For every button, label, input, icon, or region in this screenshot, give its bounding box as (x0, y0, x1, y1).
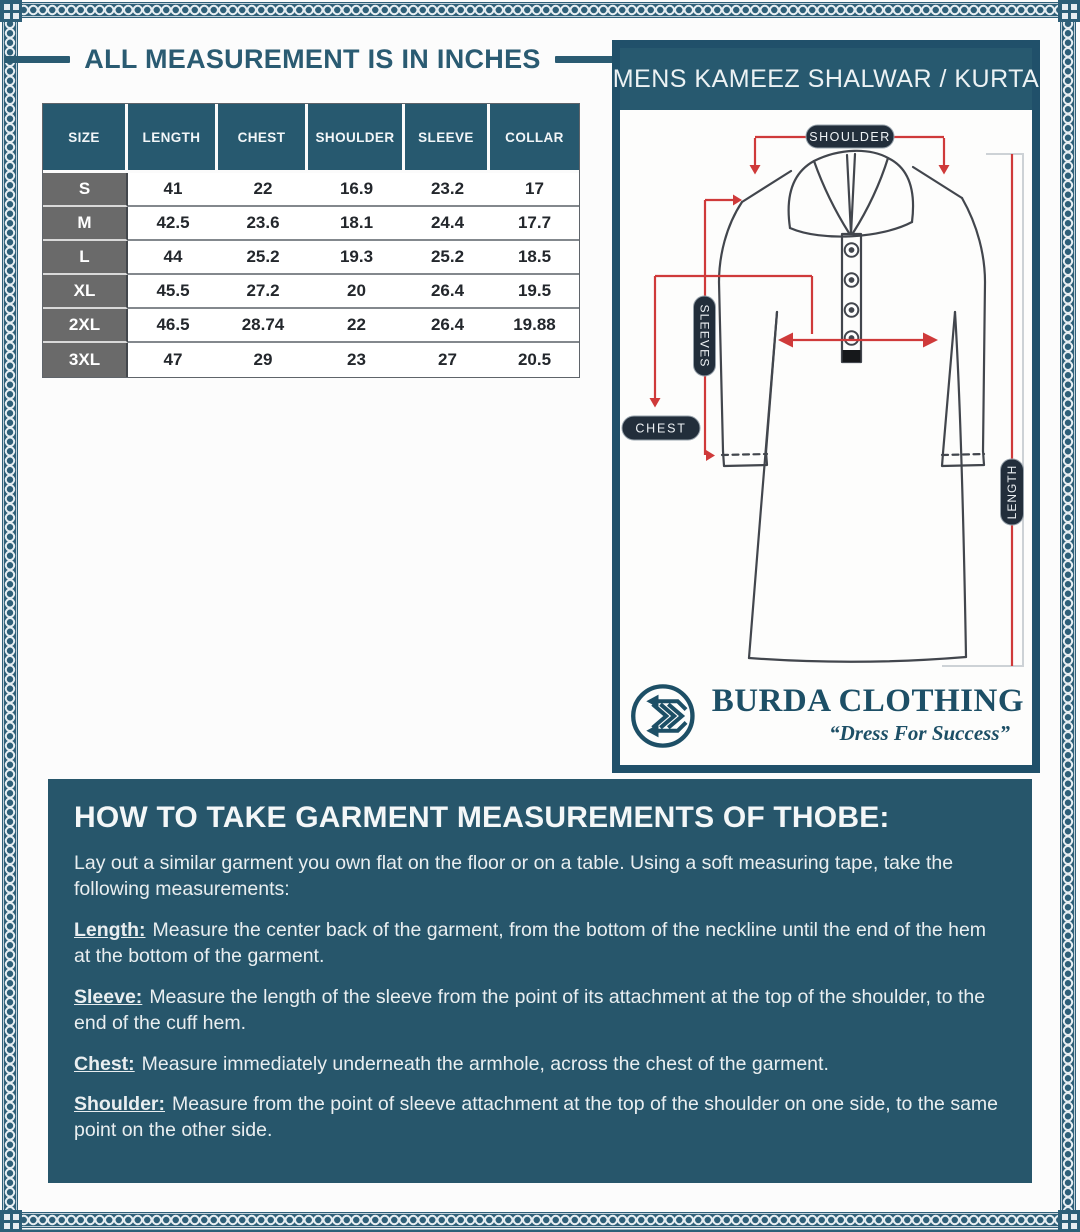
instruction-item-chest (74, 1052, 1006, 1078)
size-cell: S (43, 173, 128, 207)
value-cell: 18.5 (490, 241, 579, 275)
border-bottom-chain (0, 1212, 1080, 1232)
value-cell: 23.6 (218, 207, 308, 241)
placket-buttons (843, 243, 861, 362)
kurta-outline (719, 151, 985, 662)
instruction-item-length (74, 918, 1006, 970)
value-cell: 17 (490, 173, 579, 207)
corner-ornament-top-right (1058, 0, 1080, 22)
instruction-text: Measure the length of the sleeve from the point of its attachment at the top of the shoulder, to the end of the cuff hem. (74, 985, 986, 1034)
kurta-diagram-card (612, 40, 1040, 773)
corner-ornament-bottom-left (0, 1210, 22, 1232)
brand-name: BURDA CLOTHING (711, 683, 1024, 719)
instruction-term: Shoulder: (74, 1093, 165, 1116)
border-left-chain (2, 0, 18, 1232)
value-cell: 42.5 (128, 207, 218, 241)
brand-tagline: “Dress For Success” (829, 721, 1010, 745)
value-cell: 23.2 (405, 173, 490, 207)
value-cell: 45.5 (128, 275, 218, 309)
value-cell: 16.9 (308, 173, 405, 207)
table-header-length: LENGTH (128, 104, 218, 173)
border-right-chain (1060, 0, 1076, 1232)
instruction-term: Sleeve: (74, 985, 143, 1008)
value-cell: 20 (308, 275, 405, 309)
corner-ornament-top-left (0, 0, 22, 22)
instructions-panel (48, 779, 1032, 1183)
value-cell: 25.2 (405, 241, 490, 275)
size-cell: XL (43, 275, 128, 309)
value-cell: 22 (218, 173, 308, 207)
value-cell: 26.4 (405, 275, 490, 309)
border-top-chain (0, 2, 1080, 18)
instruction-term: Chest: (74, 1052, 135, 1075)
instruction-item-shoulder (74, 1092, 1006, 1144)
kurta-measurement-diagram (620, 110, 1032, 668)
value-cell: 17.7 (490, 207, 579, 241)
instruction-text: Measure the center back of the garment, from the bottom of the neckline until the end of the hem at the bottom of the garment. (74, 918, 987, 967)
note-dash-right (555, 56, 621, 63)
instructions-title: HOW TO TAKE GARMENT MEASUREMENTS OF THOBE: (74, 801, 890, 834)
value-cell: 19.3 (308, 241, 405, 275)
shoulder-label-pill: SHOULDER (809, 130, 891, 144)
value-cell: 20.5 (490, 343, 579, 377)
instruction-item-sleeve (74, 985, 1006, 1037)
table-header-shoulder: SHOULDER (308, 104, 405, 173)
value-cell: 23 (308, 343, 405, 377)
value-cell: 47 (128, 343, 218, 377)
chest-label-pill: CHEST (635, 421, 687, 436)
corner-ornament-bottom-right (1058, 1210, 1080, 1232)
note-text: ALL MEASUREMENT IS IN INCHES (84, 44, 541, 74)
instruction-text: Measure immediately underneath the armhole, across the chest of the garment. (141, 1052, 829, 1075)
card-title: MENS KAMEEZ SHALWAR / KURTA (620, 48, 1032, 110)
note-dash-left (4, 56, 70, 63)
value-cell: 19.88 (490, 309, 579, 343)
value-cell: 25.2 (218, 241, 308, 275)
value-cell: 27.2 (218, 275, 308, 309)
sleeves-label-pill: SLEEVES (697, 304, 712, 368)
brand-block (620, 668, 1032, 767)
size-table (42, 103, 580, 378)
table-header-size: SIZE (43, 104, 128, 173)
measurement-note (40, 44, 585, 75)
value-cell: 28.74 (218, 309, 308, 343)
size-cell: M (43, 207, 128, 241)
value-cell: 19.5 (490, 275, 579, 309)
value-cell: 27 (405, 343, 490, 377)
table-header-sleeve: SLEEVE (405, 104, 490, 173)
value-cell: 22 (308, 309, 405, 343)
instructions-intro: Lay out a similar garment you own flat on the floor or on a table. Using a soft measuring tape, take the following measurements: (74, 852, 954, 900)
value-cell: 29 (218, 343, 308, 377)
brand-logo-icon (628, 678, 698, 754)
value-cell: 24.4 (405, 207, 490, 241)
table-header-collar: COLLAR (490, 104, 579, 173)
value-cell: 44 (128, 241, 218, 275)
size-cell: L (43, 241, 128, 275)
value-cell: 26.4 (405, 309, 490, 343)
value-cell: 46.5 (128, 309, 218, 343)
length-label-pill: LENGTH (1005, 464, 1019, 520)
instruction-text: Measure from the point of sleeve attachment at the top of the shoulder on one side, to the same point on the other side. (74, 1093, 998, 1142)
table-header-chest: CHEST (218, 104, 308, 173)
value-cell: 41 (128, 173, 218, 207)
size-cell: 3XL (43, 343, 128, 377)
size-cell: 2XL (43, 309, 128, 343)
value-cell: 18.1 (308, 207, 405, 241)
instruction-term: Length: (74, 918, 146, 941)
brand-text (712, 685, 1024, 746)
